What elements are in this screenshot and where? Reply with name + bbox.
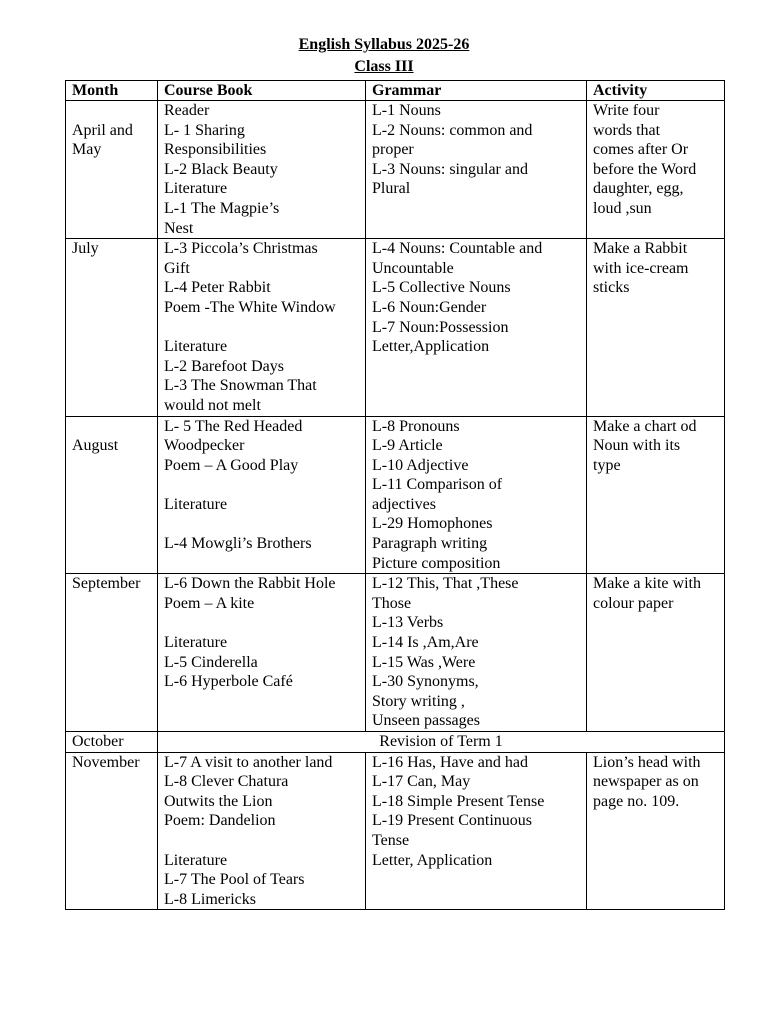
cell-line: L-15 Was ,Were — [372, 653, 476, 671]
cell-line: comes after Or — [593, 141, 689, 159]
month-text: October — [72, 733, 124, 750]
merged-cell: Revision of Term 1 — [158, 732, 725, 753]
cell-line: L-6 Noun:Gender — [372, 298, 487, 316]
document-title: English Syllabus 2025-26 — [298, 36, 470, 53]
table-row — [66, 574, 725, 732]
table-row — [66, 416, 725, 574]
activity-cell — [587, 416, 725, 574]
grammar-cell — [366, 574, 587, 732]
cell-line: Literature — [164, 851, 228, 869]
syllabus-table-body — [66, 101, 725, 910]
cell-line: Make a kite with — [593, 575, 701, 593]
header-month: Month — [66, 81, 158, 101]
cell-line: L-14 Is ,Am,Are — [372, 634, 479, 652]
cell-line: L-2 Nouns: common and — [372, 121, 533, 139]
cell-line: Tense — [372, 831, 410, 849]
cell-line: Literature — [164, 338, 228, 356]
cell-line: L-17 Can, May — [372, 773, 471, 791]
cell-line: Make a chart od — [593, 417, 697, 435]
cell-line: L-8 Clever Chatura — [164, 773, 289, 791]
table-row — [66, 732, 725, 753]
cell-line: L-5 Cinderella — [164, 653, 258, 671]
cell-line: L-8 Limericks — [164, 890, 256, 908]
cell-line: L-10 Adjective — [372, 456, 469, 474]
cell-line: Noun with its — [593, 437, 681, 455]
cell-line: adjectives — [372, 495, 436, 513]
cell-line: L-6 Hyperbole Café — [164, 673, 293, 691]
cell-line: L-16 Has, Have and had — [372, 753, 528, 771]
table-row — [66, 752, 725, 910]
month-text: April and — [72, 121, 133, 139]
cell-line: Unseen passages — [372, 712, 480, 730]
header-grammar: Grammar — [366, 81, 587, 101]
cell-line: L-6 Down the Rabbit Hole — [164, 575, 336, 593]
month-text: August — [72, 437, 119, 455]
cell-line: before the Word — [593, 160, 697, 178]
month-text: July — [72, 240, 99, 258]
activity-cell — [587, 239, 725, 416]
blank-line — [164, 318, 365, 338]
cell-line: Poem – A kite — [164, 594, 255, 612]
cell-line: sticks — [593, 279, 630, 297]
month-cell — [66, 239, 158, 416]
course-book-cell — [158, 239, 366, 416]
cell-line: L-4 Nouns: Countable and — [372, 240, 543, 258]
grammar-cell — [366, 239, 587, 416]
cell-line: Literature — [164, 495, 228, 513]
cell-line: Lion’s head with — [593, 753, 701, 771]
blank-line — [164, 831, 365, 851]
cell-line: page no. 109. — [593, 792, 680, 810]
cell-line: L-2 Black Beauty — [164, 160, 278, 178]
cell-line: Plural — [372, 180, 411, 198]
table-header-row — [66, 81, 725, 101]
cell-line: newspaper as on — [593, 773, 699, 791]
cell-line: Paragraph writing — [372, 535, 488, 553]
cell-line: L-29 Homophones — [372, 515, 493, 533]
cell-line: L-19 Present Continuous — [372, 812, 532, 830]
document-subtitle: Class III — [354, 58, 414, 75]
cell-line: words that — [593, 121, 661, 139]
cell-line: Reader — [164, 102, 210, 119]
cell-line: loud ,sun — [593, 199, 652, 217]
cell-line: proper — [372, 141, 414, 159]
cell-line: L-5 Collective Nouns — [372, 279, 511, 297]
activity-cell — [587, 752, 725, 910]
cell-line: Woodpecker — [164, 437, 245, 455]
cell-line: Poem: Dandelion — [164, 812, 276, 830]
cell-line: L-1 Nouns — [372, 102, 441, 119]
cell-line: L-11 Comparison of — [372, 476, 503, 494]
cell-line: Make a Rabbit — [593, 240, 688, 258]
cell-line: would not melt — [164, 396, 261, 414]
blank-line — [164, 475, 365, 495]
cell-line: colour paper — [593, 594, 674, 612]
syllabus-table — [65, 80, 725, 910]
cell-line: Nest — [164, 219, 194, 237]
blank-line — [164, 613, 365, 633]
cell-line: L-4 Mowgli’s Brothers — [164, 535, 312, 553]
table-row — [66, 239, 725, 416]
course-book-cell — [158, 574, 366, 732]
cell-line: L-1 The Magpie’s — [164, 199, 280, 217]
grammar-cell — [366, 101, 587, 239]
month-cell — [66, 752, 158, 910]
cell-line: L-7 Noun:Possession — [372, 318, 509, 336]
header-course-book: Course Book — [158, 81, 366, 101]
cell-line: Outwits the Lion — [164, 792, 273, 810]
cell-line: L- 5 The Red Headed — [164, 417, 303, 435]
cell-line: Those — [372, 594, 412, 612]
month-text: May — [72, 141, 102, 159]
cell-line: type — [593, 456, 621, 474]
activity-cell — [587, 101, 725, 239]
cell-line: L-2 Barefoot Days — [164, 357, 284, 375]
cell-line: Gift — [164, 259, 190, 277]
grammar-cell — [366, 416, 587, 574]
cell-line: Letter, Application — [372, 851, 493, 869]
cell-line: Poem – A Good Play — [164, 456, 299, 474]
month-text: November — [72, 753, 140, 771]
cell-line: L-30 Synonyms, — [372, 673, 479, 691]
cell-line: Letter,Application — [372, 338, 490, 356]
header-activity: Activity — [587, 81, 725, 101]
cell-line: L- 1 Sharing — [164, 121, 245, 139]
cell-line: Uncountable — [372, 259, 454, 277]
table-row — [66, 101, 725, 239]
cell-line: Poem -The White Window — [164, 298, 336, 316]
course-book-cell — [158, 101, 366, 239]
cell-line: L-4 Peter Rabbit — [164, 279, 271, 297]
month-cell — [66, 732, 158, 753]
cell-line: L-7 A visit to another land — [164, 753, 333, 771]
cell-line: L-3 The Snowman That — [164, 377, 317, 395]
cell-line: Write four — [593, 102, 660, 119]
cell-line: Picture composition — [372, 554, 501, 572]
cell-line: Story writing , — [372, 692, 465, 710]
cell-line: L-3 Nouns: singular and — [372, 160, 528, 178]
month-cell — [66, 101, 158, 239]
month-cell — [66, 416, 158, 574]
course-book-cell — [158, 416, 366, 574]
activity-cell — [587, 574, 725, 732]
cell-line: Literature — [164, 180, 228, 198]
cell-line: Literature — [164, 634, 228, 652]
cell-line: L-3 Piccola’s Christmas — [164, 240, 318, 258]
grammar-cell — [366, 752, 587, 910]
cell-line: with ice-cream — [593, 259, 689, 277]
cell-line: daughter, egg, — [593, 180, 684, 198]
blank-line — [164, 514, 365, 534]
cell-line: L-9 Article — [372, 437, 443, 455]
course-book-cell — [158, 752, 366, 910]
cell-line: L-12 This, That ,These — [372, 575, 519, 593]
cell-line: L-7 The Pool of Tears — [164, 871, 305, 889]
cell-line: Responsibilities — [164, 141, 267, 159]
cell-line: L-18 Simple Present Tense — [372, 792, 545, 810]
cell-line: L-13 Verbs — [372, 614, 444, 632]
cell-line: L-8 Pronouns — [372, 417, 460, 435]
month-text: September — [72, 575, 141, 593]
month-cell — [66, 574, 158, 732]
